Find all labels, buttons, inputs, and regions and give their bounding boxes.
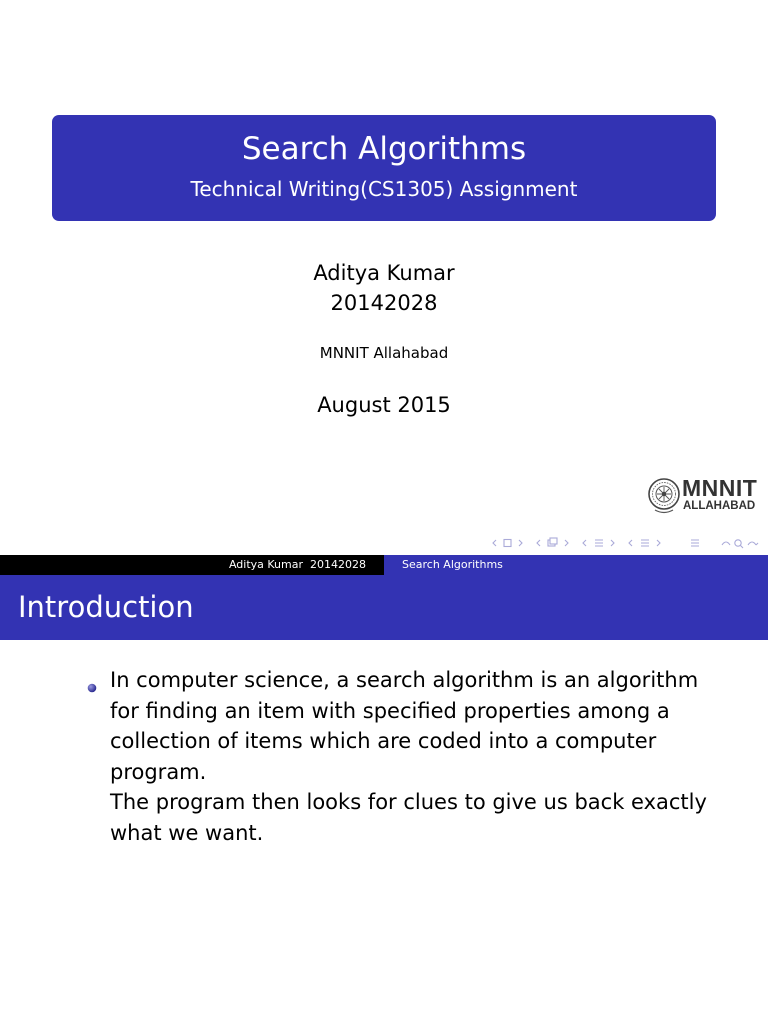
- mnnit-logo: [647, 474, 765, 516]
- author-block: [0, 258, 768, 318]
- section-nav-icon[interactable]: [583, 540, 660, 546]
- logo-name: MNNIT: [682, 475, 758, 501]
- item-line: collection of items which are coded into a computer: [110, 729, 657, 753]
- headline-author-name: Aditya Kumar: [228, 558, 303, 571]
- subsection-nav-icon[interactable]: [537, 538, 568, 546]
- author-name: Aditya Kumar: [313, 261, 455, 285]
- slide-headline: [0, 555, 768, 575]
- roll-number: 20142028: [330, 291, 438, 315]
- headline-roll-number: 20142028: [310, 558, 366, 571]
- item-line: for finding an item with specified properties among a: [110, 698, 670, 723]
- frame-title-bar: [0, 575, 768, 640]
- presentation-date: August 2015: [317, 393, 451, 417]
- presentation-subtitle: Technical Writing(CS1305) Assignment: [190, 177, 578, 201]
- frame-nav-icon[interactable]: [493, 540, 522, 547]
- headline-title: Search Algorithms: [402, 558, 503, 571]
- institute-seal-icon: [647, 474, 681, 516]
- institute: MNNIT Allahabad: [319, 344, 449, 362]
- search-zoom-icon[interactable]: [722, 540, 758, 548]
- item-line: what we want.: [110, 820, 264, 845]
- frame-content: [0, 640, 768, 1024]
- presentation-title: Search Algorithms: [241, 131, 527, 167]
- logo-city: ALLAHABAD: [683, 500, 756, 512]
- document-nav-icon[interactable]: [691, 540, 699, 546]
- frame-title: Introduction: [18, 590, 194, 624]
- item-line: In computer science, a search algorithm is an algorithm: [110, 668, 699, 692]
- list-item: [110, 665, 740, 848]
- item-line: program.: [110, 759, 207, 784]
- headline-left: [0, 555, 384, 575]
- title-box: [52, 115, 716, 221]
- headline-author: [229, 555, 366, 575]
- navigation-symbols: [492, 536, 764, 550]
- bullet-icon: [87, 683, 97, 693]
- headline-right: [384, 555, 768, 575]
- item-line: The program then looks for clues to give us back exactly: [110, 790, 707, 814]
